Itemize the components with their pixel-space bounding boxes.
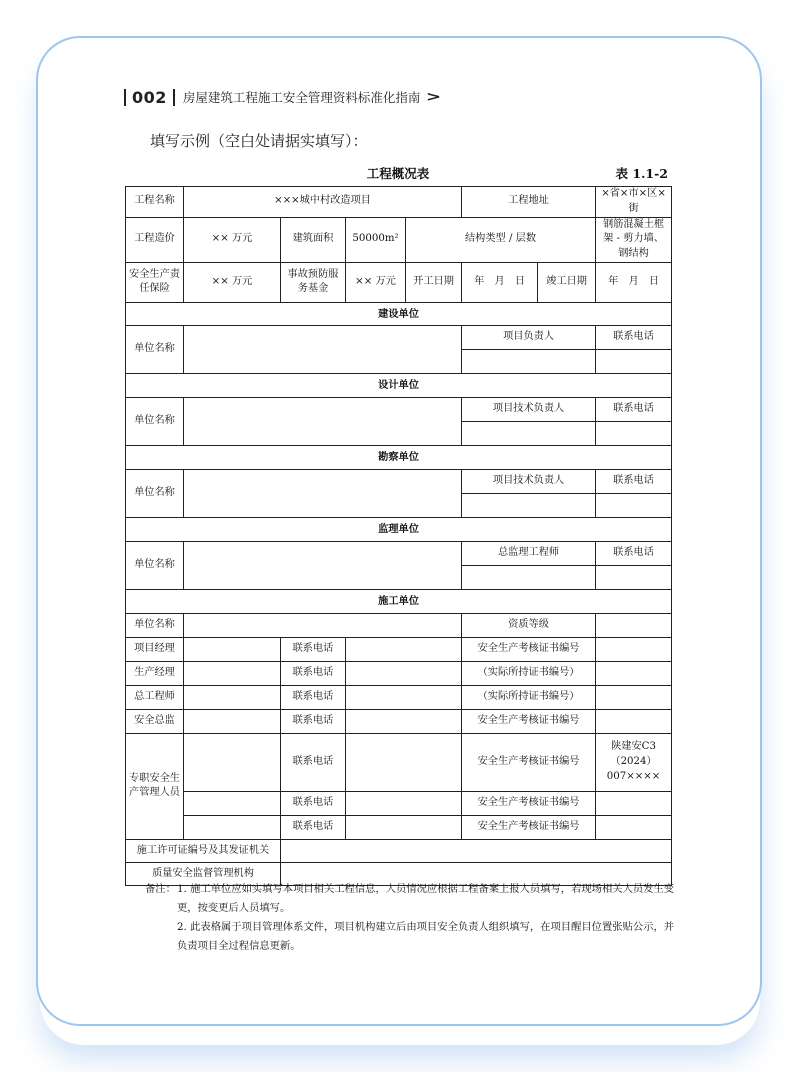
table-row bbox=[126, 709, 672, 733]
notes bbox=[145, 880, 675, 956]
staff-role: 项目经理 bbox=[126, 637, 184, 661]
qualification-label: 资质等级 bbox=[462, 613, 596, 637]
finish-date-label: 竣工日期 bbox=[538, 262, 596, 302]
table-row bbox=[126, 469, 672, 493]
responsible-person-label: 项目负责人 bbox=[462, 325, 596, 349]
note-item bbox=[145, 918, 675, 956]
fund-value[interactable]: ×× 万元 bbox=[346, 262, 406, 302]
certificate-label: （实际所持证书编号） bbox=[462, 661, 596, 685]
table-row bbox=[126, 262, 672, 302]
table-row bbox=[126, 839, 672, 862]
insurance-label: 安全生产责任保险 bbox=[126, 262, 184, 302]
start-date-label: 开工日期 bbox=[406, 262, 462, 302]
dedicated-safety-staff-label: 专职安全生产管理人员 bbox=[126, 733, 184, 839]
table-row bbox=[126, 589, 672, 613]
table-row bbox=[126, 445, 672, 469]
table-row bbox=[126, 733, 672, 791]
staff-name-value[interactable] bbox=[184, 637, 281, 661]
certificate-value[interactable] bbox=[596, 661, 672, 685]
section-title: 建设单位 bbox=[126, 302, 672, 325]
unit-name-label: 单位名称 bbox=[126, 541, 184, 589]
phone-label: 联系电话 bbox=[596, 397, 672, 421]
phone-value[interactable] bbox=[596, 565, 672, 589]
project-name-label: 工程名称 bbox=[126, 187, 184, 218]
table-row bbox=[126, 541, 672, 565]
phone-value[interactable] bbox=[596, 493, 672, 517]
section-title: 设计单位 bbox=[126, 373, 672, 397]
certificate-label: 安全生产考核证书编号 bbox=[462, 791, 596, 815]
certificate-value[interactable]: 陕建安C3（2024）007×××× bbox=[596, 733, 672, 791]
phone-label: 联系电话 bbox=[281, 791, 346, 815]
header-divider bbox=[173, 89, 175, 106]
phone-label: 联系电话 bbox=[596, 325, 672, 349]
table-title: 工程概况表 bbox=[366, 166, 430, 181]
unit-name-value[interactable] bbox=[184, 397, 462, 445]
permit-label: 施工许可证编号及其发证机关 bbox=[126, 839, 281, 862]
phone-value[interactable] bbox=[346, 815, 462, 839]
cost-value[interactable]: ×× 万元 bbox=[184, 217, 281, 262]
phone-label: 联系电话 bbox=[596, 541, 672, 565]
project-overview-table bbox=[125, 186, 672, 886]
phone-label: 联系电话 bbox=[281, 733, 346, 791]
note-item bbox=[145, 880, 675, 918]
staff-name-value[interactable] bbox=[184, 791, 281, 815]
table-row bbox=[126, 791, 672, 815]
phone-label: 联系电话 bbox=[281, 815, 346, 839]
responsible-person-value[interactable] bbox=[462, 421, 596, 445]
responsible-person-label: 项目技术负责人 bbox=[462, 397, 596, 421]
note-text: 1. 施工单位应如实填写本项目相关工程信息，人员情况应根据工程备案上报人员填写，若现场相关人员发生变更，按变更后人员填写。 bbox=[177, 883, 675, 914]
phone-value[interactable] bbox=[346, 685, 462, 709]
responsible-person-label: 总监理工程师 bbox=[462, 541, 596, 565]
fund-label: 事故预防服务基金 bbox=[281, 262, 346, 302]
table-row bbox=[126, 661, 672, 685]
project-name-value[interactable]: ×××城中村改造项目 bbox=[184, 187, 462, 218]
table-row bbox=[126, 815, 672, 839]
address-label: 工程地址 bbox=[462, 187, 596, 218]
example-heading: 填写示例（空白处请据实填写）： bbox=[150, 132, 368, 150]
unit-name-label: 单位名称 bbox=[126, 325, 184, 373]
phone-label: 联系电话 bbox=[281, 685, 346, 709]
phone-label: 联系电话 bbox=[281, 709, 346, 733]
certificate-value[interactable] bbox=[596, 685, 672, 709]
unit-name-value[interactable] bbox=[184, 613, 462, 637]
certificate-label: 安全生产考核证书编号 bbox=[462, 733, 596, 791]
table-row bbox=[126, 613, 672, 637]
phone-value[interactable] bbox=[346, 661, 462, 685]
phone-value[interactable] bbox=[346, 791, 462, 815]
notes-label: 备注： bbox=[145, 883, 176, 895]
certificate-label: 安全生产考核证书编号 bbox=[462, 815, 596, 839]
section-title: 监理单位 bbox=[126, 517, 672, 541]
certificate-value[interactable] bbox=[596, 791, 672, 815]
table-row bbox=[126, 637, 672, 661]
table-row bbox=[126, 373, 672, 397]
table-row bbox=[126, 187, 672, 218]
phone-label: 联系电话 bbox=[281, 637, 346, 661]
unit-name-label: 单位名称 bbox=[126, 397, 184, 445]
phone-label: 联系电话 bbox=[281, 661, 346, 685]
phone-value[interactable] bbox=[596, 421, 672, 445]
unit-name-value[interactable] bbox=[184, 325, 462, 373]
book-title: 房屋建筑工程施工安全管理资料标准化指南 bbox=[182, 90, 421, 105]
phone-label: 联系电话 bbox=[596, 469, 672, 493]
finish-date-value[interactable]: 年 月 日 bbox=[596, 262, 672, 302]
certificate-value[interactable] bbox=[596, 709, 672, 733]
area-label: 建筑面积 bbox=[281, 217, 346, 262]
staff-name-value[interactable] bbox=[184, 733, 281, 791]
staff-name-value[interactable] bbox=[184, 815, 281, 839]
unit-name-label: 单位名称 bbox=[126, 469, 184, 517]
section-title: 施工单位 bbox=[126, 589, 672, 613]
phone-value[interactable] bbox=[346, 709, 462, 733]
start-date-value[interactable]: 年 月 日 bbox=[462, 262, 538, 302]
supervision-agency-label: 质量安全监督管理机构 bbox=[126, 862, 281, 885]
table-row bbox=[126, 685, 672, 709]
arrow-right-icon: > bbox=[426, 89, 442, 105]
certificate-value[interactable] bbox=[596, 815, 672, 839]
permit-value[interactable] bbox=[281, 839, 672, 862]
note-text: 2. 此表格属于项目管理体系文件，项目机构建立后由项目安全负责人组织填写，在项目醒目位置张贴公示，并负责项目全过程信息更新。 bbox=[177, 921, 675, 952]
address-value[interactable]: ×省×市×区×街 bbox=[596, 187, 672, 218]
table-row bbox=[126, 217, 672, 262]
table-row bbox=[126, 397, 672, 421]
staff-role: 生产经理 bbox=[126, 661, 184, 685]
section-title: 勘察单位 bbox=[126, 445, 672, 469]
table-row bbox=[126, 302, 672, 325]
responsible-person-value[interactable] bbox=[462, 493, 596, 517]
qualification-value[interactable] bbox=[596, 613, 672, 637]
staff-name-value[interactable] bbox=[184, 661, 281, 685]
phone-value[interactable] bbox=[346, 637, 462, 661]
certificate-value[interactable] bbox=[596, 637, 672, 661]
unit-name-value[interactable] bbox=[184, 469, 462, 517]
structure-value[interactable]: 钢筋混凝土框架 - 剪力墙、钢结构 bbox=[596, 217, 672, 262]
insurance-value[interactable]: ×× 万元 bbox=[184, 262, 281, 302]
responsible-person-value[interactable] bbox=[462, 349, 596, 373]
structure-label: 结构类型 / 层数 bbox=[406, 217, 596, 262]
unit-name-value[interactable] bbox=[184, 541, 462, 589]
cost-label: 工程造价 bbox=[126, 217, 184, 262]
page-header bbox=[124, 86, 442, 108]
staff-role: 安全总监 bbox=[126, 709, 184, 733]
responsible-person-label: 项目技术负责人 bbox=[462, 469, 596, 493]
unit-name-label: 单位名称 bbox=[126, 613, 184, 637]
table-row bbox=[126, 325, 672, 349]
responsible-person-value[interactable] bbox=[462, 565, 596, 589]
page-number: 002 bbox=[132, 87, 167, 107]
phone-value[interactable] bbox=[346, 733, 462, 791]
certificate-label: （实际所持证书编号） bbox=[462, 685, 596, 709]
phone-value[interactable] bbox=[596, 349, 672, 373]
area-value[interactable]: 50000m² bbox=[346, 217, 406, 262]
staff-name-value[interactable] bbox=[184, 709, 281, 733]
staff-role: 总工程师 bbox=[126, 685, 184, 709]
table-number: 表 1.1-2 bbox=[615, 166, 668, 181]
header-divider bbox=[124, 89, 126, 106]
certificate-label: 安全生产考核证书编号 bbox=[462, 709, 596, 733]
certificate-label: 安全生产考核证书编号 bbox=[462, 637, 596, 661]
staff-name-value[interactable] bbox=[184, 685, 281, 709]
table-row bbox=[126, 517, 672, 541]
